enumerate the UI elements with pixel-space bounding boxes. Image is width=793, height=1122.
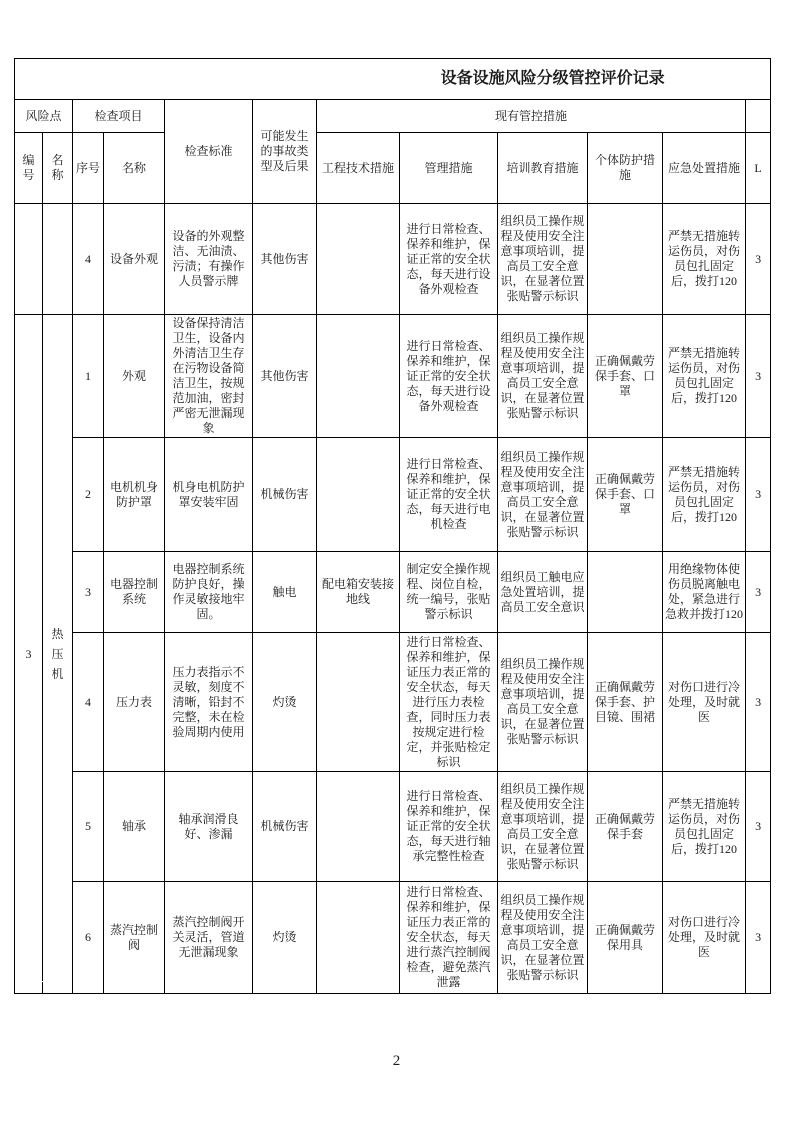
accident-type: 其他伤害 — [253, 204, 317, 315]
l-value: 3 — [746, 882, 771, 994]
emergency-measure: 对伤口进行冷处理，及时就医 — [663, 882, 746, 994]
item-name: 设备外观 — [104, 204, 165, 315]
management-measure: 进行日常检查、保养和维护，保证正常的安全状态，每天进行设备外观检查 — [400, 315, 498, 438]
item-name: 蒸汽控制阀 — [104, 882, 165, 994]
l-value: 3 — [746, 315, 771, 438]
item-no: 4 — [73, 633, 104, 772]
item-no: 5 — [73, 772, 104, 882]
l-value: 3 — [746, 772, 771, 882]
table-row — [15, 438, 771, 552]
table-row — [15, 552, 771, 633]
item-name: 压力表 — [104, 633, 165, 772]
accident-type: 触电 — [253, 552, 317, 633]
training-measure: 组织员工触电应急处置培训，提高员工安全意识 — [498, 552, 588, 633]
page-number: 2 — [392, 1053, 401, 1069]
page-break-border-gap — [16, 981, 71, 984]
header-management: 管理措施 — [400, 133, 498, 204]
page-break-column-line — [42, 982, 43, 988]
risk-control-record-table — [14, 58, 771, 994]
header-ppe: 个体防护措施 — [588, 133, 663, 204]
ppe-measure: 正确佩戴劳保手套 — [588, 772, 663, 882]
training-measure: 组织员工操作规程及使用安全注意事项培训，提高员工安全意识，在显著位置张贴警示标识 — [498, 204, 588, 315]
l-value: 3 — [746, 204, 771, 315]
l-value: 3 — [746, 552, 771, 633]
risk-name-cell-empty — [43, 204, 73, 315]
emergency-measure: 严禁无措施转运伤员，对伤员包扎固定后，拨打120 — [663, 438, 746, 552]
management-measure: 进行日常检查、保养和维护，保证正常的安全状态，每天进行轴承完整性检查 — [400, 772, 498, 882]
management-measure: 进行日常检查、保养和维护，保证压力表正常的安全状态，每天进行蒸汽控制阀检查，避免蒸汽泄露 — [400, 882, 498, 994]
emergency-measure: 严禁无措施转运伤员，对伤员包扎固定后，拨打120 — [663, 315, 746, 438]
accident-type: 灼烫 — [253, 633, 317, 772]
check-standard: 电器控制系统防护良好，操作灵敏接地牢固。 — [165, 552, 253, 633]
header-existing-controls: 现有管控措施 — [317, 100, 746, 133]
header-l: L — [746, 133, 771, 204]
check-standard: 设备的外观整洁、无油渍、污渍；有操作人员警示牌 — [165, 204, 253, 315]
item-name: 电机机身防护罩 — [104, 438, 165, 552]
item-name: 轴承 — [104, 772, 165, 882]
table-row — [15, 633, 771, 772]
page-title: 设备设施风险分级管控评价记录 — [15, 59, 771, 100]
table-row — [15, 772, 771, 882]
item-no: 1 — [73, 315, 104, 438]
ppe-measure — [588, 552, 663, 633]
management-measure: 制定安全操作规程、岗位自检，统一编号，张贴警示标识 — [400, 552, 498, 633]
table-row — [15, 204, 771, 315]
check-standard: 轴承润滑良好、渗漏 — [165, 772, 253, 882]
engineering-measure — [317, 772, 400, 882]
ppe-measure: 正确佩戴劳保手套、口罩 — [588, 438, 663, 552]
header-emergency: 应急处置措施 — [663, 133, 746, 204]
item-no: 3 — [73, 552, 104, 633]
accident-type: 其他伤害 — [253, 315, 317, 438]
page-break-column-line — [14, 982, 15, 988]
check-standard: 压力表指示不灵敏，刻度不清晰，铅封不完整，未在检验周期内使用 — [165, 633, 253, 772]
engineering-measure: 配电箱安装接地线 — [317, 552, 400, 633]
training-measure: 组织员工操作规程及使用安全注意事项培训，提高员工安全意识，在显著位置张贴警示标识 — [498, 438, 588, 552]
ppe-measure — [588, 204, 663, 315]
risk-point-name-label: 热压机 — [51, 627, 64, 681]
accident-type: 灼烫 — [253, 882, 317, 994]
header-check-item: 检查项目 — [73, 100, 165, 133]
header-check-standard: 检查标准 — [165, 100, 253, 204]
item-no: 2 — [73, 438, 104, 552]
header-accident-type: 可能发生的事故类型及后果 — [253, 100, 317, 204]
emergency-measure: 用绝缘物体使伤员脱离触电处，紧急进行急救并拨打120 — [663, 552, 746, 633]
header-item-no: 序号 — [73, 133, 104, 204]
check-standard: 机身电机防护罩安装牢固 — [165, 438, 253, 552]
engineering-measure — [317, 633, 400, 772]
l-value: 3 — [746, 438, 771, 552]
header-risk-point: 风险点 — [15, 100, 73, 133]
emergency-measure: 对伤口进行冷处理，及时就医 — [663, 633, 746, 772]
item-name: 外观 — [104, 315, 165, 438]
training-measure: 组织员工操作规程及使用安全注意事项培训，提高员工安全意识，在显著位置张贴警示标识 — [498, 633, 588, 772]
header-risk-no-label: 编号 — [22, 153, 35, 182]
training-measure: 组织员工操作规程及使用安全注意事项培训，提高员工安全意识，在显著位置张贴警示标识 — [498, 315, 588, 438]
check-standard: 蒸汽控制阀开关灵活，管道无泄漏现象 — [165, 882, 253, 994]
header-item-name: 名称 — [104, 133, 165, 204]
header-risk-name-label: 名称 — [51, 153, 64, 182]
check-standard: 设备保持清洁卫生，设备内外清洁卫生存在污物设备简洁卫生，按规范加油，密封严密无泄漏现象 — [165, 315, 253, 438]
accident-type: 机械伤害 — [253, 438, 317, 552]
header-engineering: 工程技术措施 — [317, 133, 400, 204]
engineering-measure — [317, 882, 400, 994]
engineering-measure — [317, 204, 400, 315]
l-value: 3 — [746, 633, 771, 772]
header-training: 培训教育措施 — [498, 133, 588, 204]
engineering-measure — [317, 315, 400, 438]
header-empty-cell — [746, 100, 771, 133]
training-measure: 组织员工操作规程及使用安全注意事项培训，提高员工安全意识，在显著位置张贴警示标识 — [498, 882, 588, 994]
risk-no-cell-empty — [15, 204, 43, 315]
risk-point-name — [43, 315, 73, 994]
risk-point-no: 3 — [15, 315, 43, 994]
header-risk-no — [15, 133, 43, 204]
training-measure: 组织员工操作规程及使用安全注意事项培训，提高员工安全意识，在显著位置张贴警示标识 — [498, 772, 588, 882]
ppe-measure: 正确佩戴劳保手套、口罩 — [588, 315, 663, 438]
table-row — [15, 882, 771, 994]
engineering-measure — [317, 438, 400, 552]
header-risk-name — [43, 133, 73, 204]
management-measure: 进行日常检查、保养和维护，保证正常的安全状态，每天进行电机检查 — [400, 438, 498, 552]
item-name: 电器控制系统 — [104, 552, 165, 633]
management-measure: 进行日常检查、保养和维护，保证压力表正常的安全状态，每天进行压力表检查，同时压力表按规定进行检定，并张贴检定标识 — [400, 633, 498, 772]
emergency-measure: 严禁无措施转运伤员，对伤员包扎固定后，拨打120 — [663, 772, 746, 882]
item-no: 6 — [73, 882, 104, 994]
accident-type: 机械伤害 — [253, 772, 317, 882]
table-row — [15, 315, 771, 438]
emergency-measure: 严禁无措施转运伤员，对伤员包扎固定后，拨打120 — [663, 204, 746, 315]
item-no: 4 — [73, 204, 104, 315]
ppe-measure: 正确佩戴劳保用具 — [588, 882, 663, 994]
ppe-measure: 正确佩戴劳保手套、护目镜、围裙 — [588, 633, 663, 772]
management-measure: 进行日常检查、保养和维护，保证正常的安全状态，每天进行设备外观检查 — [400, 204, 498, 315]
